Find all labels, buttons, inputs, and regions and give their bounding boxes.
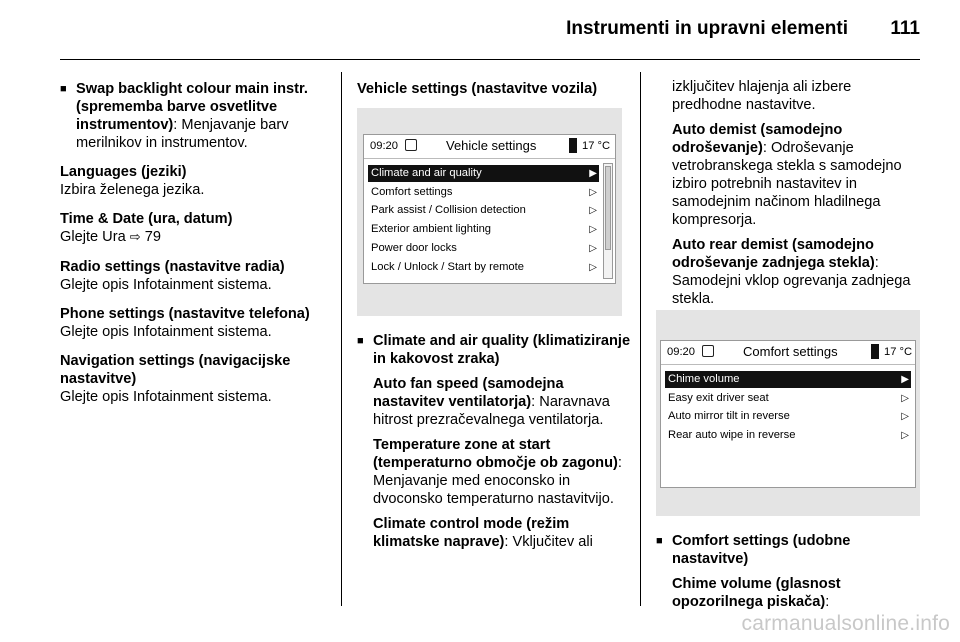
clock-icon [702, 345, 714, 357]
auto-fan-item [373, 375, 635, 429]
chevron-right-icon: ▷ [901, 393, 909, 404]
comfort-subitems [656, 575, 920, 611]
auto-demist-item [672, 121, 922, 229]
thermometer-icon [871, 344, 879, 359]
radio-section [60, 258, 330, 294]
comfort-settings-display [660, 340, 916, 488]
column-3-lower [656, 532, 920, 618]
menu-item-remote-start[interactable] [368, 259, 599, 276]
chime-volume-text: : [825, 594, 830, 610]
menu-item-label: Exterior ambient lighting [371, 223, 492, 235]
menu-item-label: Lock / Unlock / Start by remote [371, 261, 524, 273]
menu-item-label: Park assist / Collision detection [371, 204, 526, 216]
header-rule [60, 59, 920, 60]
page-number: 111 [890, 18, 920, 39]
menu-item-label: Auto mirror tilt in reverse [668, 410, 790, 422]
chevron-right-icon: ▷ [589, 187, 597, 198]
climate-mode-item [373, 515, 635, 551]
chevron-right-icon: ▷ [589, 243, 597, 254]
display-temp: 17 °C [582, 140, 611, 152]
display-time: 09:20 [667, 346, 695, 358]
menu-item-label: Rear auto wipe in reverse [668, 429, 796, 441]
temp-zone-item [373, 436, 635, 508]
menu-item-label: Power door locks [371, 242, 457, 254]
auto-fan-text: : Naravnava hitrost prezračevalnega ventilatorja. [373, 394, 610, 428]
menu-item-climate[interactable] [368, 165, 599, 182]
menu-item-door-locks[interactable] [368, 240, 599, 257]
vehicle-settings-display [363, 134, 616, 284]
climate-subitems [357, 375, 635, 551]
time-date-text: Glejte Ura [60, 229, 126, 245]
display-title: Comfort settings [743, 344, 838, 359]
time-date-section [60, 210, 330, 247]
navigation-section [60, 352, 330, 406]
column-divider-2 [640, 72, 641, 606]
thermometer-icon [569, 138, 577, 153]
column-divider-1 [341, 72, 342, 606]
phone-section [60, 305, 330, 341]
chevron-right-icon: ▶ [589, 168, 597, 179]
chevron-right-icon: ▷ [589, 224, 597, 235]
clock-icon [405, 139, 417, 151]
temp-zone-text: : Menjavanje med enoconsko in dvoconsko temperaturno nastavitvijo. [373, 455, 622, 507]
menu-item-rear-wipe[interactable] [665, 427, 911, 444]
display-temp: 17 °C [884, 346, 913, 358]
languages-section [60, 163, 330, 199]
menu-item-mirror-tilt[interactable] [665, 408, 911, 425]
column-2 [357, 80, 627, 109]
languages-text: Izbira želenega jezika. [60, 182, 205, 198]
navigation-title: Navigation settings (navigacijske nastavitve) [60, 353, 291, 387]
comfort-title: Comfort settings (udobne nastavitve) [672, 533, 851, 567]
chevron-right-icon: ▷ [589, 262, 597, 273]
menu-item-chime-volume[interactable] [665, 371, 911, 388]
comfort-item [656, 532, 920, 568]
vehicle-settings-screenshot [357, 108, 622, 316]
chime-volume-title: Chime volume (glasnost opozorilnega piskača) [672, 576, 841, 610]
swap-backlight-text: : Menjavanje barv merilnikov in instrumentov. [76, 117, 289, 151]
menu-item-park-assist[interactable] [368, 202, 599, 219]
time-date-title: Time & Date (ura, datum) [60, 211, 233, 227]
column-2-lower [357, 332, 635, 558]
vehicle-settings-heading: Vehicle settings (nastavitve vozila) [357, 81, 598, 97]
column-1 [60, 80, 330, 417]
climate-mode-continued: izključitev hlajenja ali izbere predhodne nastavitve. [672, 79, 852, 113]
watermark: carmanualsonline.info [741, 612, 950, 635]
navigation-text: Glejte opis Infotainment sistema. [60, 389, 272, 405]
time-date-ref[interactable]: 79 [144, 229, 161, 245]
menu-item-label: Comfort settings [371, 186, 453, 198]
chevron-right-icon: ▷ [901, 430, 909, 441]
chevron-right-icon: ▷ [901, 411, 909, 422]
page-title: Instrumenti in upravni elementi [566, 18, 848, 39]
swap-backlight-title: Swap backlight colour main instr. (sprememba barve osvetlitve instrumentov) [76, 81, 308, 133]
display-header [364, 135, 615, 159]
auto-rear-demist-text: : Samodejni vklop ogrevanja zadnjega stekla. [672, 255, 911, 307]
climate-item [357, 332, 635, 368]
menu-item-easy-exit[interactable] [665, 390, 911, 407]
chime-volume-item [672, 575, 920, 611]
climate-mode-text: : Vključitev ali [504, 534, 593, 550]
phone-title: Phone settings (nastavitve telefona) [60, 306, 310, 322]
menu-item-label: Chime volume [668, 373, 740, 385]
display-scrollbar[interactable] [603, 163, 613, 279]
chevron-right-icon: ▷ [589, 205, 597, 216]
swap-backlight-item [60, 80, 330, 152]
auto-rear-demist-item [672, 236, 922, 308]
radio-text: Glejte opis Infotainment sistema. [60, 277, 272, 293]
climate-title: Climate and air quality (klimatiziranje in kakovost zraka) [373, 333, 631, 367]
display-header [661, 341, 915, 365]
auto-demist-title: Auto demist (samodejno odroševanje) [672, 122, 843, 156]
auto-rear-demist-title: Auto rear demist (samodejno odroševanje zadnjega stekla) [672, 237, 875, 271]
radio-title: Radio settings (nastavitve radia) [60, 259, 285, 275]
climate-mode-title: Climate control mode (režim klimatske naprave) [373, 516, 570, 550]
menu-item-comfort[interactable] [368, 184, 599, 201]
phone-text: Glejte opis Infotainment sistema. [60, 324, 272, 340]
menu-item-label: Easy exit driver seat [668, 392, 769, 404]
display-title: Vehicle settings [446, 138, 537, 153]
auto-fan-title: Auto fan speed (samodejna nastavitev ventilatorja) [373, 376, 564, 410]
menu-item-label: Climate and air quality [371, 167, 482, 179]
menu-item-ambient-lighting[interactable] [368, 221, 599, 238]
auto-demist-text: : Odroševanje vetrobranskega stekla s samodejno izbiro potrebnih nastavitev in samodejnim načinom hladilnega kompresorja. [672, 140, 902, 228]
page-header [0, 0, 960, 60]
page-ref-arrow-icon: ⇨ [129, 230, 141, 245]
scrollbar-thumb[interactable] [605, 166, 611, 250]
temp-zone-title: Temperature zone at start (temperaturno območje ob zagonu) [373, 437, 618, 471]
column-3 [672, 78, 922, 319]
languages-title: Languages (jeziki) [60, 164, 187, 180]
display-time: 09:20 [370, 140, 398, 152]
comfort-settings-screenshot [656, 310, 920, 516]
chevron-right-icon: ▶ [901, 374, 909, 385]
